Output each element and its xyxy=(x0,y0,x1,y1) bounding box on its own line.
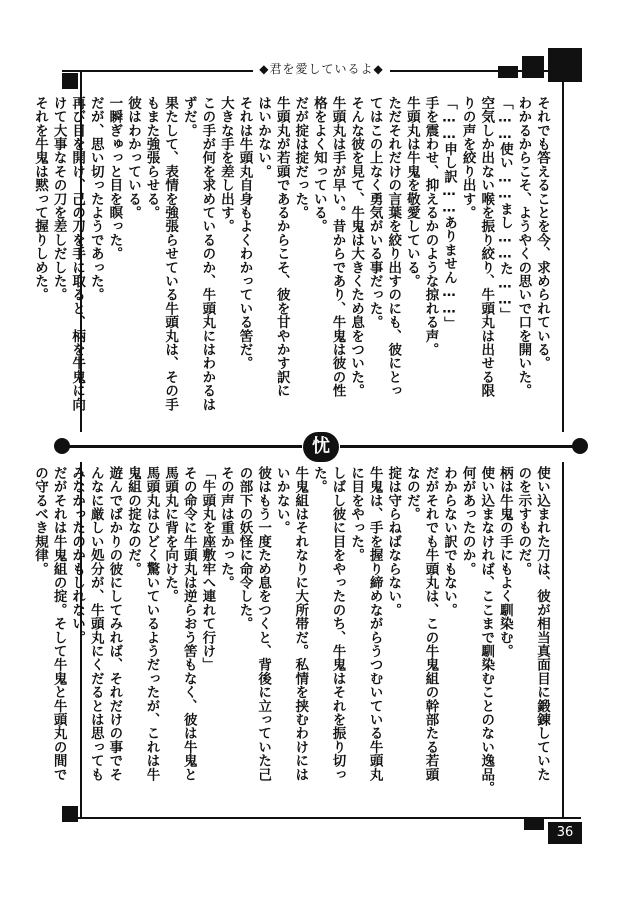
text-line: ずだ。 xyxy=(180,96,197,138)
corner-block-bottom-right xyxy=(524,818,544,830)
text-line: だがそれは牛鬼組の掟。そして牛鬼と牛頭丸の間で xyxy=(50,466,67,782)
text-line: 牛頭丸が若頭であるからこそ、彼を甘やかす訳に xyxy=(273,96,290,398)
text-line: 掟は守らねばならない。 xyxy=(385,466,402,617)
text-line: 鬼組の掟なのだ。 xyxy=(124,466,141,576)
text-line: それは牛頭丸自身もよくわかっている筈だ。 xyxy=(236,96,253,370)
text-line: しばし彼に目をやったのち、牛鬼はそれを振り切っ xyxy=(329,466,346,782)
text-line: みなかったのかもしれない。 xyxy=(69,466,86,645)
divider-dot-right xyxy=(572,438,588,454)
page-number: 36 xyxy=(548,822,582,844)
text-line: 使い込まれた刀は、彼が相当真面目に鍛錬していた xyxy=(534,466,550,782)
text-line: 馬頭丸に背を向けた。 xyxy=(162,466,179,603)
text-line: この手が何を求めているのか、牛頭丸にはわかるは xyxy=(199,96,216,412)
text-line: 大きな手を差し出す。 xyxy=(217,96,234,233)
text-line: てはこの上なく勇気がいる事だった。 xyxy=(366,96,383,329)
text-line: 果たして、表情を強張らせている牛頭丸は、その手 xyxy=(162,96,179,412)
body-text-top xyxy=(30,96,551,424)
text-line: それを牛鬼は黙って握りしめた。 xyxy=(31,96,48,302)
divider-bar-right xyxy=(340,445,580,448)
text-line: 牛鬼は、手を握り締めながらうつむいている牛頭丸 xyxy=(366,466,383,782)
divider-dot-left xyxy=(54,438,70,454)
text-line: りの声を絞り出す。 xyxy=(459,96,476,220)
text-line: 彼はわかっている。 xyxy=(124,96,141,220)
text-line: その命令に牛頭丸は逆らおう筈もなく、彼は牛鬼と xyxy=(180,466,197,782)
frame-right-rule xyxy=(562,72,564,432)
text-line: 牛鬼組はそれなりに大所帯だ。私情を挟むわけには xyxy=(292,466,309,782)
text-line: んなに厳しい処分が、牛頭丸にくだるとは思っても xyxy=(87,466,104,782)
text-line: 彼はもう一度ため息をつくと、背後に立っていた己 xyxy=(255,466,272,782)
text-line: 牛頭丸は牛鬼を敬愛している。 xyxy=(403,96,420,288)
frame-right-rule-bottom xyxy=(562,462,564,818)
text-line: だが、思い切ったようであった。 xyxy=(87,96,104,302)
text-line: 馬頭丸はひどく驚いているようだったが、これは牛 xyxy=(143,466,160,782)
text-line: の部下の妖怪に命令した。 xyxy=(236,466,253,631)
text-line: それでも答えることを今、求められている。 xyxy=(534,96,550,370)
text-line: の守るべき規律。 xyxy=(31,466,48,576)
text-line: のを示すものだ。 xyxy=(515,466,532,576)
text-line: 格をよく知っている。 xyxy=(310,96,327,233)
section-divider xyxy=(0,432,643,462)
divider-bar-left xyxy=(62,445,302,448)
text-line: なのだ。 xyxy=(403,466,420,521)
text-line: 使い込まなければ、ここまで馴染むことのない逸品。 xyxy=(478,466,495,795)
text-line: 「……申し訳……ありません……」 xyxy=(441,96,458,331)
text-line: 再び目を開け、己の刀を手に取ると、柄を牛鬼に向 xyxy=(69,96,86,412)
text-line: 柄は牛鬼の手にもよく馴染む。 xyxy=(496,466,513,658)
text-line: 手を震わせ、抑えるかのような掠れる声。 xyxy=(422,96,439,357)
text-line: いかない。 xyxy=(273,466,290,535)
text-line: はいかない。 xyxy=(255,96,272,179)
text-line: 「牛頭丸を座敷牢へ連れて行け」 xyxy=(199,466,216,672)
divider-badge: 忧 xyxy=(303,432,339,462)
body-text-bottom xyxy=(30,466,551,811)
text-line: 遊んでばかりの彼にしてみれば、それだけの事でそ xyxy=(106,466,123,782)
text-line: 空気しか出ない喉を振り絞り、牛頭丸は出せる限 xyxy=(478,96,495,398)
frame-bottom-rule xyxy=(62,817,581,819)
text-line: 一瞬ぎゅっと目を瞑った。 xyxy=(106,96,123,261)
text-line: だが掟は掟だった。 xyxy=(292,96,309,220)
text-line: わかるからこそ、ようやくの思いで口を開いた。 xyxy=(515,96,532,398)
running-header xyxy=(0,60,643,77)
text-line: わからない訳でもない。 xyxy=(441,466,458,617)
text-line: 何があったのか。 xyxy=(459,466,476,576)
text-line: その声は重かった。 xyxy=(217,466,234,590)
text-line: けて大事なその刀を差しだした。 xyxy=(50,96,67,302)
text-line: に目をやった。 xyxy=(348,466,365,562)
text-line: ただそれだけの言葉を絞り出すのにも、彼にとっ xyxy=(385,96,402,398)
text-line: 「……使い……まし……た……」 xyxy=(496,96,513,322)
text-line: 牛頭丸は手が早い。昔からであり、牛鬼は彼の性 xyxy=(329,96,346,398)
text-line: もまた強張らせる。 xyxy=(143,96,160,220)
text-line: た。 xyxy=(310,466,327,494)
running-header-text: ◆君を愛しているよ◆ xyxy=(253,62,389,76)
text-line: だがそれでも牛頭丸は、この牛鬼組の幹部たる若頭 xyxy=(422,466,439,782)
text-line: そんな彼を見て、牛鬼は大きくため息をついた。 xyxy=(348,96,365,398)
